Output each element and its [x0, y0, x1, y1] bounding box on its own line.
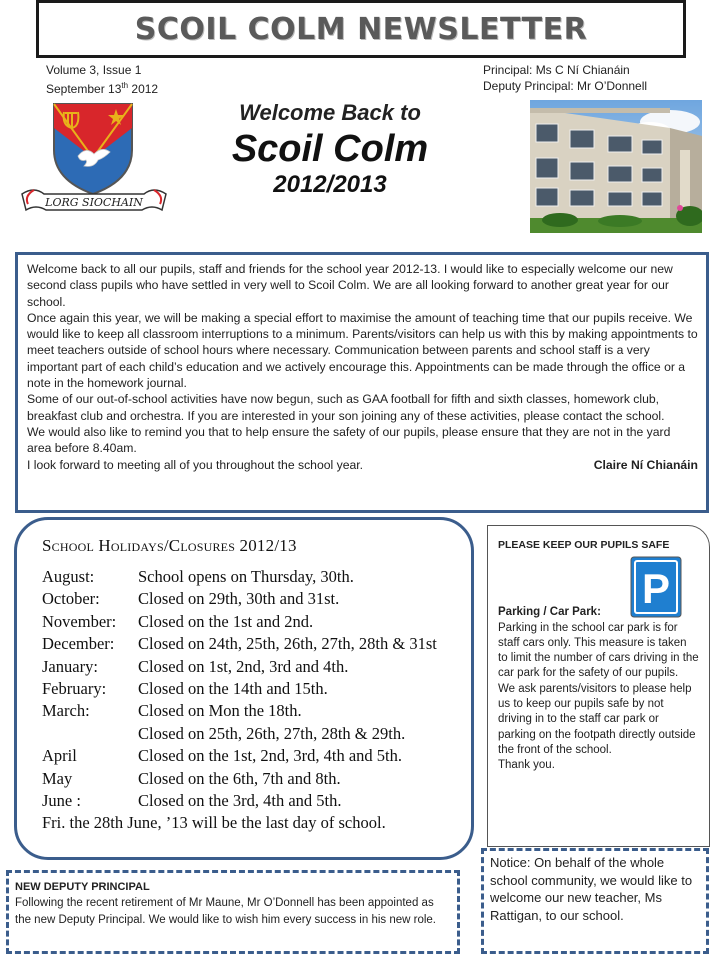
holiday-month: August:: [42, 567, 95, 586]
holidays-box: [14, 517, 474, 860]
holiday-month: January:: [42, 656, 98, 676]
safety-title: PLEASE KEEP OUR PUPILS SAFE: [498, 539, 670, 551]
holiday-month: April: [42, 746, 77, 766]
parking-request: We ask parents/visitors to please help us to keep our pupils safe by not driving in to the staff car park or parking on the footpath directly outside the front of the school.: [498, 682, 696, 756]
holiday-month: May: [42, 768, 73, 788]
holiday-month: [42, 723, 138, 745]
volume-label: Volume 3, Issue 1: [46, 63, 142, 77]
holiday-row: [42, 790, 471, 812]
school-crest: [14, 98, 214, 228]
holiday-detail: Closed on the 1st, 2nd, 3rd, 4th and 5th.: [138, 746, 402, 766]
holiday-row: [42, 678, 471, 700]
parking-letter: P: [641, 565, 671, 612]
newsletter-title: SCOIL COLM NEWSLETTER: [134, 11, 588, 47]
holiday-detail: Closed on 24th, 25th, 26th, 27th, 28th & 31st: [138, 634, 437, 654]
issue-info: [46, 62, 158, 97]
holiday-detail: Closed on 29th, 30th and 31st.: [138, 589, 340, 609]
deputy-principal-label: Deputy Principal: Mr O’Donnell: [483, 79, 648, 93]
holiday-row: [42, 588, 471, 610]
holiday-detail: Closed on the 14th and 15th.: [138, 679, 328, 699]
deputy-title: NEW DEPUTY PRINCIPAL: [15, 881, 150, 893]
letter-paragraph: Some of our out-of-school activities have now begun, such as GAA football for fifth and sixth classes, homework club, breakfast club and orchestra. If you are interested in your son joining any of these activities, please contact the school.: [27, 392, 665, 423]
letter-closing: I look forward to meeting all of you throughout the school year. Claire Ní Chianáin: [27, 457, 698, 472]
parking-thanks: Thank you.: [498, 759, 555, 772]
welcome-headline: [220, 100, 440, 199]
holidays-footer: Fri. the 28th June, ’13 will be the last day of school.: [42, 813, 386, 833]
holiday-detail: Closed on 1st, 2nd, 3rd and 4th.: [138, 656, 349, 676]
school-year: 2012/2013: [273, 171, 387, 198]
holiday-month: February:: [42, 679, 107, 699]
holiday-month: June :: [42, 791, 81, 811]
staff-info: [483, 62, 647, 94]
holiday-month: December:: [42, 634, 115, 654]
holiday-detail: Closed on the 6th, 7th and 8th.: [138, 768, 341, 788]
holidays-title: School Holidays/Closures 2012/13: [42, 536, 297, 555]
issue-date: September 13th 2012: [46, 81, 159, 96]
holiday-month: October:: [42, 589, 100, 609]
holiday-row: [42, 633, 471, 655]
crest-motto: LORG SIOCHAIN: [45, 196, 143, 209]
parking-text: Parking in the school car park is for staff cars only. This measure is taken to limit the number of cars driving in the car park for the safety of our pupils.: [498, 621, 699, 680]
school-name: Scoil Colm: [231, 128, 429, 170]
newsletter-title-box: [36, 0, 686, 58]
crest-icon: [14, 98, 214, 228]
deputy-principal-box: [6, 870, 460, 954]
holiday-row: [42, 656, 471, 678]
holiday-detail: Closed on 25th, 26th, 27th, 28th & 29th.: [138, 723, 406, 743]
holiday-row: [42, 611, 471, 633]
parking-heading: Parking / Car Park:: [498, 606, 601, 619]
holiday-row: [42, 700, 471, 722]
parking-icon: [630, 556, 682, 618]
holiday-month: March:: [42, 701, 90, 721]
holiday-detail: Closed on Mon the 18th.: [138, 701, 302, 721]
holiday-row: [42, 745, 471, 767]
holiday-row: [42, 723, 471, 745]
letter-paragraph: Welcome back to all our pupils, staff and friends for the school year 2012-13. I would like to especially welcome our new second class pupils who have settled in very well to Scoil Colm. We are all looking forward to another great year for our school.: [27, 262, 673, 309]
holiday-row: [42, 768, 471, 790]
holiday-detail: Closed on the 3rd, 4th and 5th.: [138, 791, 342, 811]
letter-paragraph: We would also like to remind you that to help ensure the safety of our pupils, please ensure that they are not in the yard area before 8.40am.: [27, 424, 671, 456]
school-building-photo: [530, 100, 702, 233]
holiday-month: November:: [42, 611, 117, 631]
principal-label: Principal: Ms C Ní Chianáin: [483, 63, 630, 77]
notice-text: Notice: On behalf of the whole school community, we would like to welcome our new teacher, Ms Rattigan, to our school.: [490, 855, 693, 923]
notice-box: [481, 848, 709, 954]
letter-signature: Claire Ní Chianáin: [593, 457, 698, 472]
deputy-text: Following the recent retirement of Mr Maune, Mr O’Donnell has been appointed as the new Deputy Principal. We would like to wish him every success in his new role.: [15, 897, 436, 926]
holiday-detail: School opens on Thursday, 30th.: [138, 567, 354, 586]
letter-paragraph: Once again this year, we will be making a special effort to maximise the amount of teaching time that our pupils receive. We would like to keep all classroom interruptions to a minimum. Parents/visitors can help us with this by making appointments to meet teachers outside of school hours where necessary. Communication between parents and school staff is a very important part of each child’s education and we actively encourage this. Appointments can be made through the office or a note in the homework journal.: [27, 310, 698, 391]
holiday-row: [42, 566, 471, 588]
principal-letter: [15, 252, 709, 513]
welcome-line: Welcome Back to: [239, 100, 421, 125]
holiday-detail: Closed on the 1st and 2nd.: [138, 611, 314, 631]
